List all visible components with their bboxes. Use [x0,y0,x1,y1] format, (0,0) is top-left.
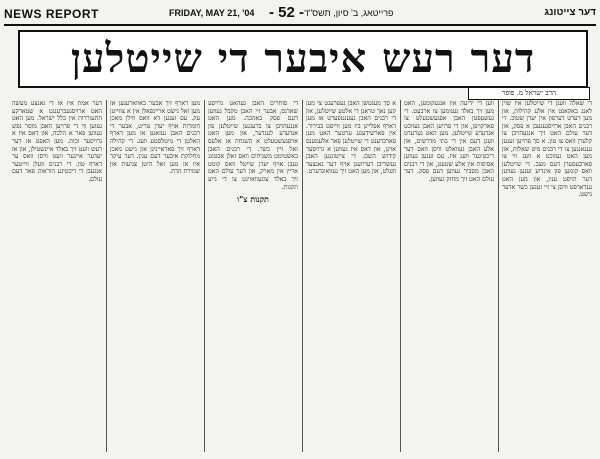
issue-date: FRIDAY, MAY 21, '04 [169,8,255,18]
article-column-4 [208,100,298,452]
section-label: NEWS REPORT [4,7,99,21]
column-divider [106,100,107,452]
column-divider [302,100,303,452]
article-column-1 [502,100,592,452]
subheading: תקנות צ"ו [237,194,269,205]
column-text: א סך מענטשן האבן געפרעגט צי מען קען נאך טראגן די אלטע שייטלען, און די רבנים האבן געענטפערט אז מען דארף אפלייגן ביז מען ווייסט בבירור. אין פארשידענע ערטער האט מען פארברענט די שייטלען פאר אלעמענס אויגן, און דאס איז געווען א גרויסער קידוש השם. די צייטונגען האבן געשריבן דערוועגן אויף דער גאנצער וועלט, און מען האט זיך געוואונדערט. [306,100,396,176]
column-text: די שאלה וועגן די שייטלען איז שוין לאנג באקאנט אין אלע קהילות, און מען רעדט דערפון אין יעדן שטוב. די רבנים האבן ארויסגעגעבן א פסק, און דער עולם האט זיך אנגעהויבן צו קלערן וואס צו טון. א סך פרויען זענען געגאנגען צו די רבנים מיט שאלות, און מען האט געזוכט א וועג ווי צו פארבעסערן דעם מצב. די שייטלען וואס קומען פון אינדיע זענען געווען דער הויפט ענין, און מען האט געדארפט וויסן צי זיי זענען כשר אדער נישט. [502,100,592,199]
article-headline: דער רעש איבער די שייטלען [70,35,536,82]
column-divider [400,100,401,452]
article-column-5 [110,100,200,452]
running-header [4,6,596,26]
article-column-6 [12,100,102,452]
byline: הרב ישראל מ. פופר [468,87,590,100]
article-column-3 [306,100,396,452]
headline-box [18,30,588,88]
article-column-2 [404,100,494,452]
column-text: ווען די ידיעה איז אנגעקומען, האט מען זיך באלד גענומען צו ארבעט. די געשעפטן האבן אפגעשטעלט צו פארקויפן, און די פרויען האבן געזוכט אנדערע שייטלען. מען האט גערעדט וועגן דעם אין די בתי מדרשים, און אלע האבן געוואלט וויסן וואס דער ריכטיגער וועג איז. עס זענען געווען אסיפות אין אלע שטעט, און די רבנים האבן מסביר געווען דעם פסק. דער עולם האט זיך מחזק געווען. [404,100,494,183]
column-divider [498,100,499,452]
column-text: מען דארף זיך אבער באווארענען אז מען זאל נישט אריינפאלן אין א צווייטן עק. עס זענען דא וואס ווילן מאכן חומרות אויף יעדן טריט, אבער די רבנים האבן געזאגט אז מען דארף האלטן די מיטלסטע וועג. די קהילה דארף זיך פאראייניגן און נישט מאכן מחלוקת איבער דעם ענין. דער עיקר איז אז מען זאל היטן צניעות און שמירת הדת. [110,100,200,176]
hebrew-date: פרייטאג, ב' סיון, תשס"ד [304,8,394,18]
column-text: די סוחרים האבן געהאט גרויסע שאדנס, אבער זיי האבן מקבל געווען דעם פסק באהבה. מען האט אנגעהויבן צו ברענגען שייטלען פון אנדערע לענדער, און מען האט אויפגעשטעלט א השגחה אז אלעס זאל זיין כשר. די רבנים האבן באשטימט משגיחים וואס זאלן אכטונג געבן אויף יעדן שייטל וואס קומט אריין אין מארק, און דער עולם האט זיך באלד צוגעוואוינט צו די נייע תקנות. [208,100,298,191]
paper-name: דער צייטונג [544,7,596,18]
column-text: דער אמת איז אז די גאנצע מעשה האט ארויסגעברענגט א שטארקע התעוררות אין כלל ישראל. מען האט געזען ווי די פרויען האבן מוסר נפש געווען פאר א הלכה, און דאס איז א גרויסער זכות. מען האפט אז דער רעש וועט זיך באלד איינשטילן, און אז יעדער איינער וועט וויסן וואס ער דארף טון. די רבנים וועלן ווייטער אנגעבן די ריכטיגע הוראות פאר דעם עולם. [12,100,102,183]
page-number: - 52 - [269,4,305,21]
column-divider [204,100,205,452]
